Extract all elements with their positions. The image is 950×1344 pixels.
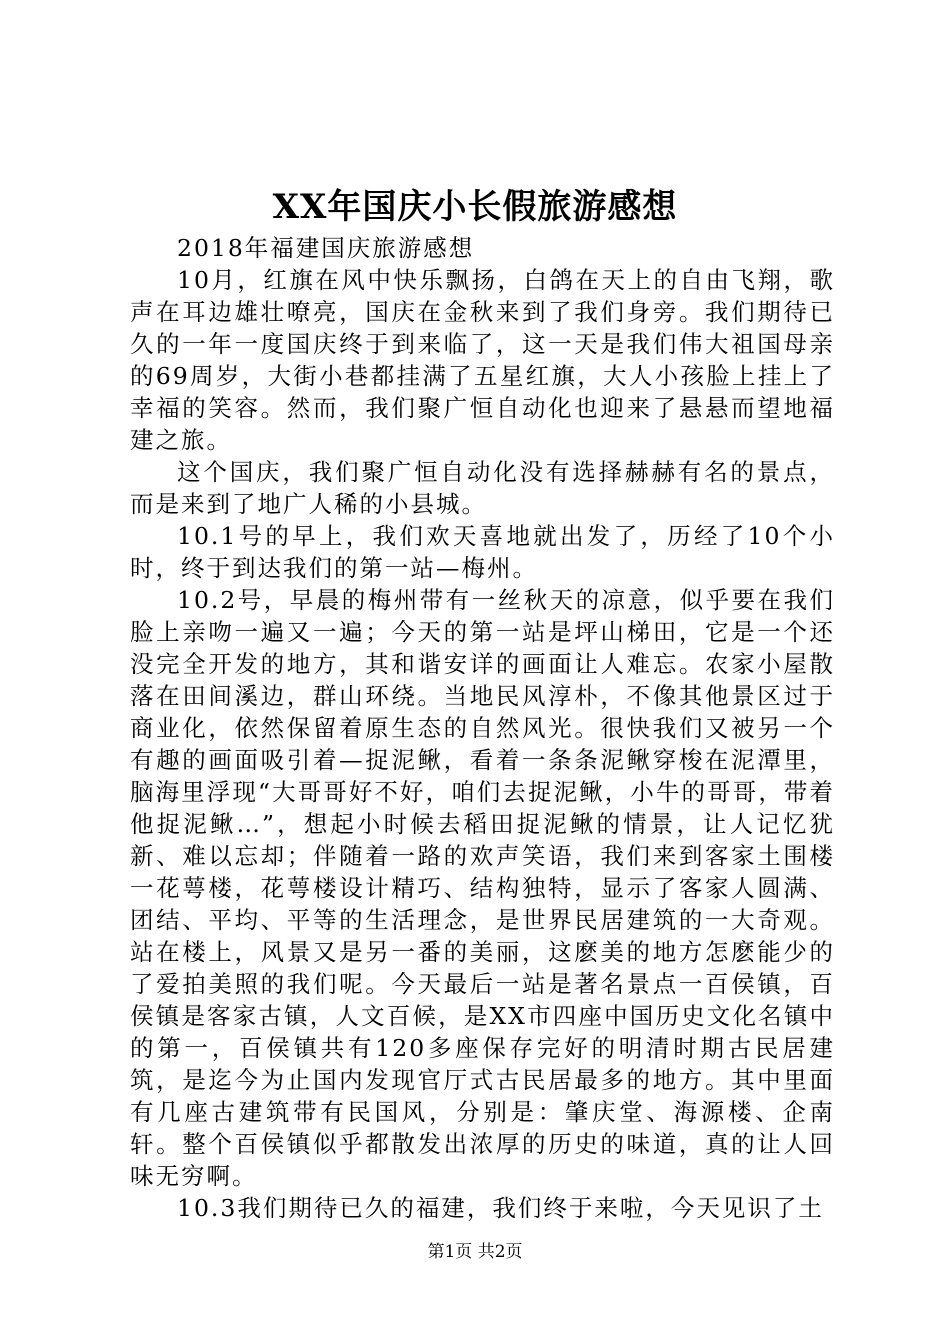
document-body: [130, 232, 835, 1224]
body-paragraph: 10.2号，早晨的梅州带有一丝秋天的凉意，似乎要在我们脸上亲吻一遍又一遍；今天的第一站是坪山梯田，它是一个还没完全开发的地方，其和谐安详的画面让人难忘。农家小屋散落在田间溪边，群山环绕。当地民风淳朴，不像其他景区过于商业化，依然保留着原生态的自然风光。很快我们又被另一个有趣的画面吸引着—捉泥鳅，看着一条条泥鳅穿梭在泥潭里，脑海里浮现“大哥哥好不好，咱们去捉泥鳅，小牛的哥哥，带着他捉泥鳅…”，想起小时候去稻田捉泥鳅的情景，让人记忆犹新、难以忘却；伴随着一路的欢声笑语，我们来到客家土围楼一花萼楼，花萼楼设计精巧、结构独特，显示了客家人圆满、团结、平均、平等的生活理念，是世界民居建筑的一大奇观。站在楼上，风景又是另一番的美丽，这麽美的地方怎麽能少的了爱拍美照的我们呢。今天最后一站是著名景点一百侯镇，百侯镇是客家古镇，人文百候，是XX市四座中国历史文化名镇中的第一，百侯镇共有120多座保存完好的明清时期古民居建筑，是迄今为止国内发现官厅式古民居最多的地方。其中里面有几座古建筑带有民国风，分别是：肇庆堂、海源楼、企南轩。整个百侯镇似乎都散发出浓厚的历史的味道，真的让人回味无穷啊。: [130, 586, 835, 1190]
body-paragraph: 10.3我们期待已久的福建，我们终于来啦，今天见识了土: [177, 1194, 824, 1222]
subtitle-paragraph: 2018年福建国庆旅游感想: [177, 234, 475, 262]
page-number-footer: 第1页 共2页: [427, 1242, 523, 1262]
body-paragraph: 10月，红旗在风中快乐飘扬，白鸽在天上的自由飞翔，歌声在耳边雄壮嘹亮，国庆在金秋来到了我们身旁。我们期待已久的一年一度国庆终于到来临了，这一天是我们伟大祖国母亲的69周岁，大街小巷都挂满了五星红旗，大人小孩脸上挂上了幸福的笑容。然而，我们聚广恒自动化也迎来了悬悬而望地福建之旅。: [130, 266, 835, 454]
document-title: XX年国庆小长假旅游感想: [272, 187, 678, 227]
body-paragraph: 10.1号的早上，我们欢天喜地就出发了，历经了10个小时，终于到达我们的第一站—梅州。: [130, 522, 835, 582]
body-paragraph: 这个国庆，我们聚广恒自动化没有选择赫赫有名的景点，而是来到了地广人稀的小县城。: [130, 458, 835, 518]
